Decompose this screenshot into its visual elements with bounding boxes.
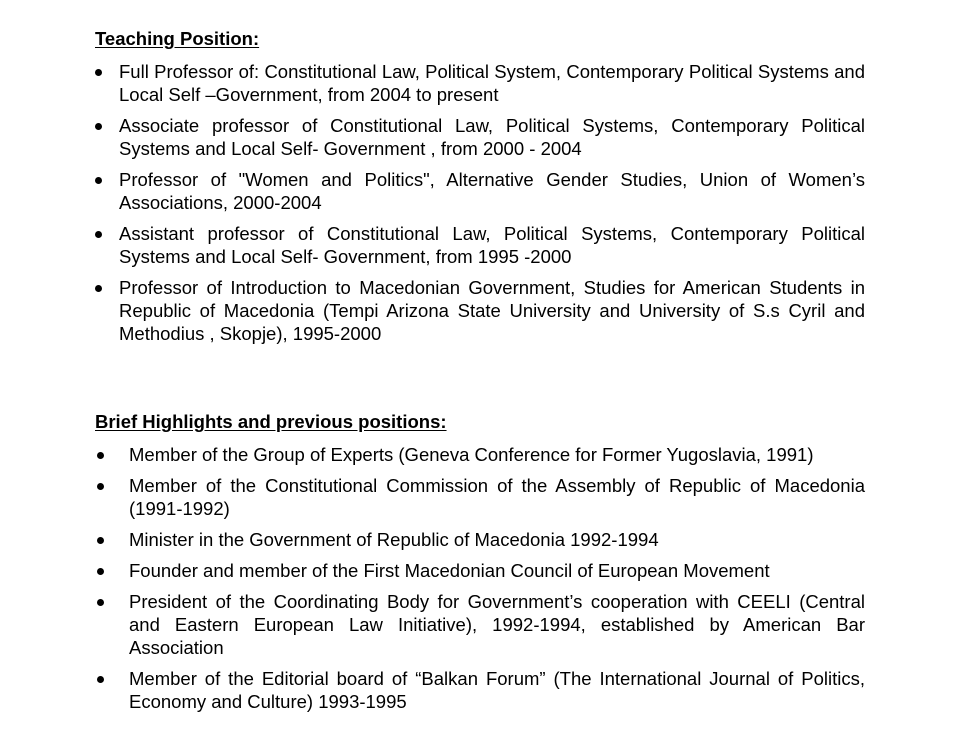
bullet-icon [97, 483, 104, 490]
bullet-icon [95, 69, 102, 76]
list-item [95, 474, 865, 520]
list-item-text: Member of the Constitutional Commission of the Assembly of Republic of Macedonia (1991-1992) [129, 475, 865, 519]
list-item [95, 168, 865, 214]
bullet-icon [97, 568, 104, 575]
bullet-icon [95, 285, 102, 292]
list-item-text: Professor of Introduction to Macedonian Government, Studies for American Students in Republic of Macedonia (Tempi Arizona State University and University of S.s Cyril and Methodius , Skopje), 1995-2000 [119, 277, 865, 344]
bullet-icon [95, 123, 102, 130]
list-item [95, 590, 865, 659]
list-item [95, 222, 865, 268]
list-item-text: Member of the Group of Experts (Geneva Conference for Former Yugoslavia, 1991) [129, 444, 814, 465]
teaching-position-list [95, 60, 865, 353]
bullet-icon [97, 537, 104, 544]
bullet-icon [97, 676, 104, 683]
list-item [95, 114, 865, 160]
list-item-text: Full Professor of: Constitutional Law, Political System, Contemporary Political Systems and Local Self –Government, from 2004 to present [119, 61, 865, 105]
list-item [95, 60, 865, 106]
bullet-icon [97, 452, 104, 459]
list-item-text: Member of the Editorial board of “Balkan Forum” (The International Journal of Politics, Economy and Culture) 1993-1995 [129, 668, 865, 712]
list-item-text: President of the Coordinating Body for Government’s cooperation with CEELI (Central and Eastern European Law Initiative), 1992-1994, established by American Bar Association [129, 591, 865, 658]
bullet-icon [95, 231, 102, 238]
list-item [95, 667, 865, 713]
list-item-text: Founder and member of the First Macedonian Council of European Movement [129, 560, 770, 581]
list-item [95, 276, 865, 345]
list-item [95, 559, 865, 582]
highlights-list [95, 443, 865, 721]
list-item-text: Professor of "Women and Politics", Alternative Gender Studies, Union of Women’s Associations, 2000-2004 [119, 169, 865, 213]
highlights-heading: Brief Highlights and previous positions: [95, 411, 447, 432]
teaching-position-heading: Teaching Position: [95, 28, 260, 49]
list-item [95, 528, 865, 551]
list-item-text: Associate professor of Constitutional Law, Political Systems, Contemporary Political Systems and Local Self- Government , from 2000 - 2004 [119, 115, 865, 159]
list-item-text: Assistant professor of Constitutional Law, Political Systems, Contemporary Political Systems and Local Self- Government, from 1995 -2000 [119, 223, 865, 267]
list-item [95, 443, 865, 466]
bullet-icon [95, 177, 102, 184]
bullet-icon [97, 599, 104, 606]
list-item-text: Minister in the Government of Republic of Macedonia 1992-1994 [129, 529, 659, 550]
